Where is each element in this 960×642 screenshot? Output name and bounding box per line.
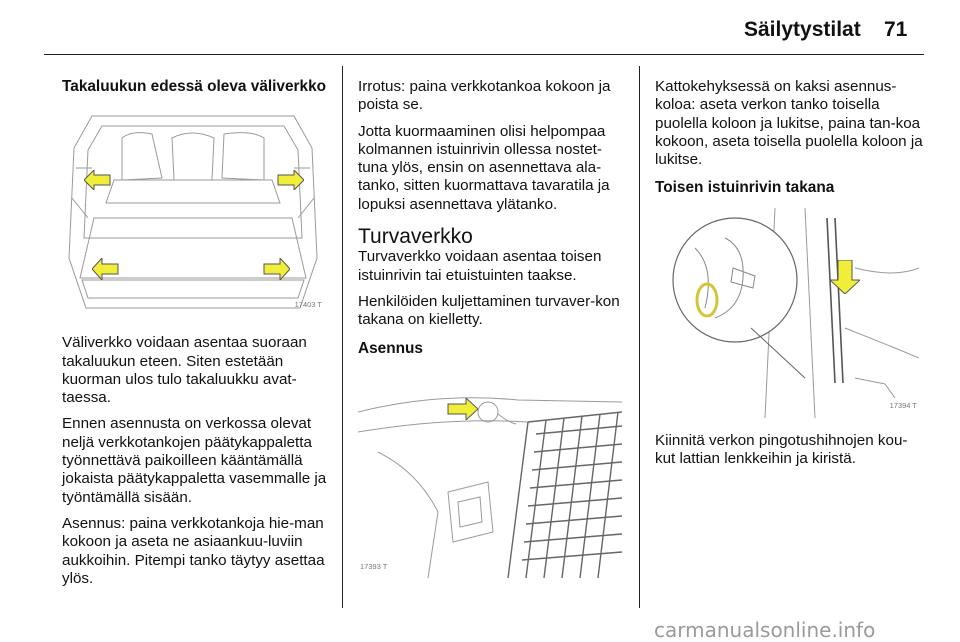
header-rule xyxy=(44,54,924,55)
column-divider-1 xyxy=(342,66,343,608)
page-number: 71 xyxy=(884,18,908,41)
column-divider-2 xyxy=(639,66,640,608)
arrow-icon xyxy=(262,258,290,280)
figure-id: 17393 T xyxy=(360,561,388,571)
figure-strap-hook xyxy=(655,208,919,418)
arrow-icon xyxy=(92,258,120,280)
sub-heading-installation: Asennus xyxy=(358,339,423,357)
sub-heading-second-row: Toisen istuinrivin takana xyxy=(655,179,835,197)
paragraph: Kiinnitä verkon pingotushihnojen kou-kut lattian lenkkeihin ja kiristä. xyxy=(655,431,908,468)
figure-id: 17394 T xyxy=(889,401,917,411)
column-1 xyxy=(62,78,330,596)
paragraph: Jotta kuormaaminen olisi helpompaa kolmannen istuinrivin ollessa nostet-tuna ylös, ensin on asennettava ala-tanko, sitten kuormattava tavaratila ja lopuksi asennettava ylätanko. xyxy=(358,122,610,213)
section-heading-cargo-net: Takaluukun edessä oleva väliverkko xyxy=(62,78,327,95)
cargo-area-illustration xyxy=(62,108,324,316)
arrow-icon xyxy=(84,170,112,190)
figure-id: 17403 T xyxy=(294,300,322,309)
page-header-title: Säilytystilat xyxy=(744,18,861,41)
footer-watermark: carmanualsonline.info xyxy=(654,618,876,642)
paragraph: Turvaverkko voidaan asentaa toisen istuinrivin tai etuistuinten taakse. xyxy=(358,248,602,284)
column-3 xyxy=(655,78,923,476)
column-2 xyxy=(358,78,626,578)
paragraph: Kattokehyksessä on kaksi asennus-koloa: aseta verkon tanko toisella puolella koloon ja lukitse, paina tan-koa kokoon, aseta toisella puolella koloon ja lukitse. xyxy=(655,78,923,169)
figure-net-installation xyxy=(358,372,622,578)
paragraph: Henkilöiden kuljettaminen turvaver-kon takana on kielletty. xyxy=(358,292,620,329)
strap-hook-illustration xyxy=(655,208,919,418)
paragraph: Ennen asennusta on verkossa olevat neljä verkkotankojen päätykappaletta työnnettävä paikoilleen kääntämällä jokaista päätykappaletta vasemmalle ja työntämällä sisään. xyxy=(62,415,327,506)
paragraph: Irrotus: paina verkkotankoa kokoon ja poista se. xyxy=(358,78,611,114)
paragraph: Asennus: paina verkkotankoja hie-man kokoon ja aseta ne asiaankuu-luviin aukkoihin. Pitempi tanko täytyy asettaa ylös. xyxy=(62,514,325,587)
net-installation-illustration xyxy=(358,372,622,578)
arrow-icon xyxy=(276,170,304,190)
paragraph: Väliverkko voidaan asentaa suoraan takaluukun eteen. Siten estetään kuorman ulos tulo takaluukku avat-taessa. xyxy=(62,334,307,407)
arrow-down-icon xyxy=(830,260,860,294)
figure-cargo-area xyxy=(62,108,324,316)
section-heading-safety-net: Turvaverkko xyxy=(358,225,473,249)
arrow-icon xyxy=(446,398,478,420)
